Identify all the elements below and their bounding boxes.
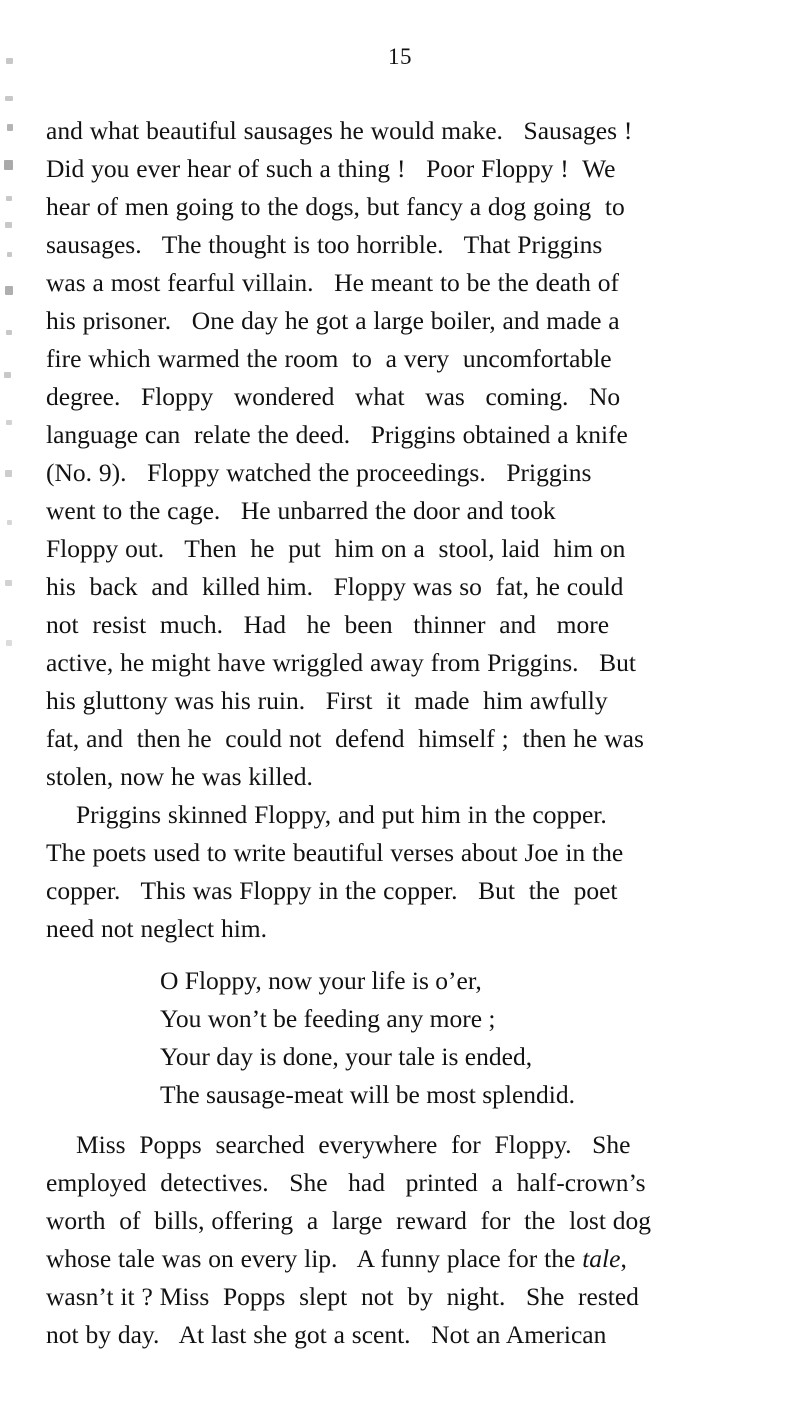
- verse-line: Your day is done, your tale is ended,: [160, 1042, 533, 1071]
- text-line: Miss Popps searched everywhere for Floppy. She: [76, 1130, 631, 1159]
- verse-line: You won’t be feeding any more ;: [160, 1004, 496, 1033]
- text-line: not by day. At last she got a scent. Not an American: [46, 1320, 607, 1349]
- text-line: was a most fearful villain. He meant to be the death of: [46, 268, 619, 297]
- text-line: employed detectives. She had printed a half-crown’s: [46, 1168, 646, 1197]
- paragraph-three: [46, 1126, 754, 1354]
- text-line: fat, and then he could not defend himself ; then he was: [46, 724, 644, 753]
- text-line: degree. Floppy wondered what was coming. No: [46, 382, 621, 411]
- text-line: sausages. The thought is too horrible. That Priggins: [46, 230, 603, 259]
- text-line: language can relate the deed. Priggins obtained a knife: [46, 420, 628, 449]
- text-line: need not neglect him.: [46, 914, 268, 943]
- text-line: his prisoner. One day he got a large boiler, and made a: [46, 306, 620, 335]
- paragraph-two: [46, 796, 754, 948]
- text-line: (No. 9). Floppy watched the proceedings. Priggins: [46, 458, 592, 487]
- scan-gutter-artifacts: [0, 0, 26, 1404]
- page-number: 15: [388, 44, 412, 69]
- verse-line: The sausage-meat will be most splendid.: [160, 1080, 575, 1109]
- verse-block: [46, 948, 754, 1126]
- text-line: Floppy out. Then he put him on a stool, laid him on: [46, 534, 626, 563]
- paragraph-one: [46, 112, 754, 796]
- verse-line: O Floppy, now your life is o’er,: [160, 966, 482, 995]
- text-line: hear of men going to the dogs, but fancy a dog going to: [46, 192, 625, 221]
- text-line: and what beautiful sausages he would make. Sausages !: [46, 116, 633, 145]
- text-line: whose tale was on every lip. A funny place for the tale,: [46, 1244, 627, 1273]
- text-line: active, he might have wriggled away from Priggins. But: [46, 648, 636, 677]
- italic-word: tale: [582, 1244, 621, 1273]
- text-line: wasn’t it ? Miss Popps slept not by night. She rested: [46, 1282, 639, 1311]
- text-line: fire which warmed the room to a very uncomfortable: [46, 344, 612, 373]
- text-line: not resist much. Had he been thinner and more: [46, 610, 610, 639]
- text-line: stolen, now he was killed.: [46, 762, 313, 791]
- text-line: worth of bills, offering a large reward for the lost dog: [46, 1206, 652, 1235]
- text-line: went to the cage. He unbarred the door and took: [46, 496, 556, 525]
- text-line: Did you ever hear of such a thing ! Poor Floppy ! We: [46, 154, 616, 183]
- text-line: Priggins skinned Floppy, and put him in the copper.: [76, 800, 607, 829]
- text-line: copper. This was Floppy in the copper. But the poet: [46, 876, 618, 905]
- text-line: The poets used to write beautiful verses about Joe in the: [46, 838, 624, 867]
- text-block: [46, 112, 754, 1354]
- text-line: his back and killed him. Floppy was so fat, he could: [46, 572, 624, 601]
- text-line: his gluttony was his ruin. First it made him awfully: [46, 686, 608, 715]
